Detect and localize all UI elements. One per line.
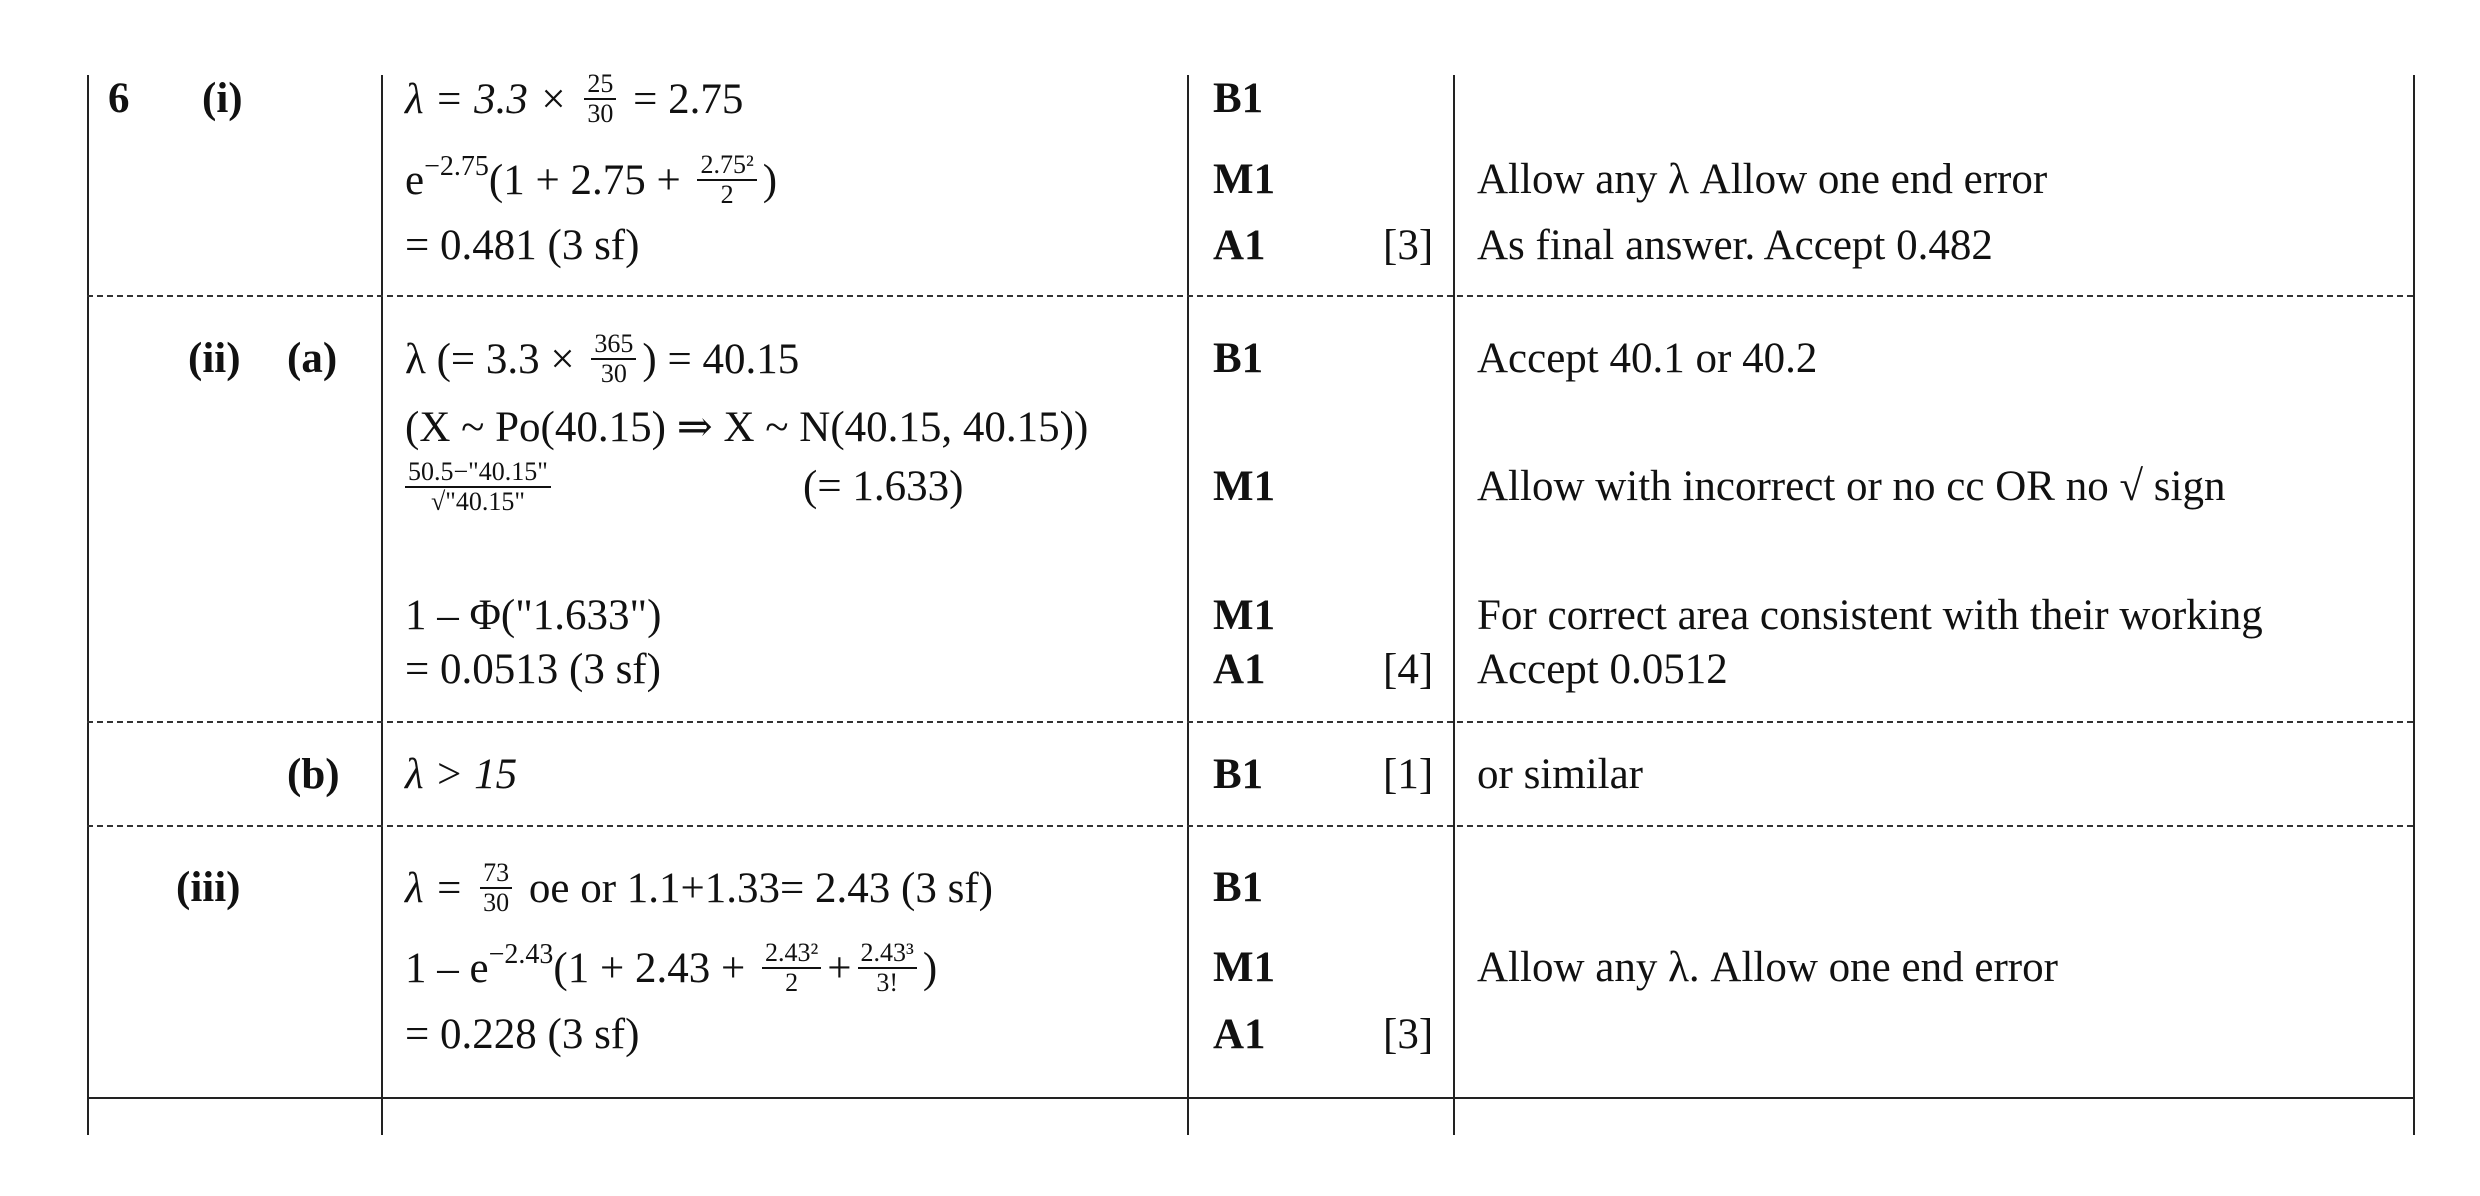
answer-line-iia-3 bbox=[405, 457, 557, 520]
row-divider bbox=[87, 721, 2413, 723]
answer-aside: (= 1.633) bbox=[803, 463, 964, 510]
mark-code: A1 bbox=[1213, 222, 1266, 269]
fraction: $\frac{50.5-"40.15"}{√"40.15"}$ bbox=[405, 458, 551, 516]
answer-line-i-3: = 0.481 (3 sf) bbox=[405, 222, 640, 269]
answer-line-i-2: $e^{-2.75}(1 + 2.75$ + $\frac{\text{2.75²}}{2}$ ) bbox=[405, 150, 778, 209]
mark-code: B1 bbox=[1213, 75, 1264, 122]
fraction: $\frac{365}{30}$ bbox=[591, 330, 636, 388]
mark-total: [3] bbox=[1383, 1011, 1434, 1058]
table-border-left bbox=[87, 75, 89, 1135]
guidance-text: For correct area consistent with their working bbox=[1477, 592, 2263, 639]
mark-code: B1 bbox=[1213, 751, 1264, 798]
mark-code: M1 bbox=[1213, 156, 1276, 203]
part-label-b: (b) bbox=[287, 751, 340, 798]
answer-line-iia-1: λ (= 3.3 × $\frac{365}{30}$ ) = 40.15 bbox=[405, 329, 800, 388]
column-divider-marks bbox=[1187, 75, 1189, 1135]
column-divider-answer bbox=[381, 75, 383, 1135]
guidance-text: or similar bbox=[1477, 751, 1643, 798]
mark-code: M1 bbox=[1213, 463, 1276, 510]
guidance-text: Allow any λ Allow one end error bbox=[1477, 156, 2048, 203]
mark-code: B1 bbox=[1213, 864, 1264, 911]
answer-line-iii-2: $1 - e^{-2.43}(1 + 2.43$ + $\frac{\text{2.43²}}{2}$ + $\frac{\text{2.43³}}{3!}$ ) bbox=[405, 938, 938, 997]
mark-total: [4] bbox=[1383, 646, 1434, 693]
answer-line-iii-1: λ = $\frac{73}{30}$ oe or 1.1+1.33= 2.43 (3 sf) bbox=[405, 858, 993, 917]
mark-total: [3] bbox=[1383, 222, 1434, 269]
part-label-iii: (iii) bbox=[176, 864, 241, 911]
table-border-right bbox=[2413, 75, 2415, 1135]
guidance-text: Accept 40.1 or 40.2 bbox=[1477, 335, 1818, 382]
row-divider bbox=[87, 295, 2413, 297]
guidance-text: As final answer. Accept 0.482 bbox=[1477, 222, 1993, 269]
answer-line-iii-3: = 0.228 (3 sf) bbox=[405, 1011, 640, 1058]
answer-line-iia-2: (X ~ Po(40.15) ⇒ X ~ N(40.15, 40.15)) bbox=[405, 404, 1089, 451]
fraction: $\frac{25}{30}$ bbox=[584, 70, 616, 128]
answer-line-iia-5: = 0.0513 (3 sf) bbox=[405, 646, 661, 693]
fraction: $\frac{\text{2.75²}}{2}$ bbox=[697, 151, 756, 209]
answer-line-i-1: λ = 3.3 × $\frac{25}{30}$ = 2.75 bbox=[405, 69, 744, 128]
column-divider-guidance bbox=[1453, 75, 1455, 1135]
fraction: $\frac{\text{2.43²}}{2}$ bbox=[762, 939, 821, 997]
mark-code: M1 bbox=[1213, 944, 1276, 991]
row-divider bbox=[87, 825, 2413, 827]
part-label-ii: (ii) bbox=[188, 335, 241, 382]
mark-code: B1 bbox=[1213, 335, 1264, 382]
row-divider bbox=[87, 1097, 2413, 1099]
mark-code: M1 bbox=[1213, 592, 1276, 639]
guidance-text: Allow with incorrect or no cc OR no √ sign bbox=[1477, 463, 2226, 510]
fraction: $\frac{73}{30}$ bbox=[480, 859, 512, 917]
mark-code: A1 bbox=[1213, 646, 1266, 693]
guidance-text: Accept 0.0512 bbox=[1477, 646, 1728, 693]
question-number: 6 bbox=[108, 75, 130, 122]
part-label-i: (i) bbox=[202, 75, 243, 122]
mark-total: [1] bbox=[1383, 751, 1434, 798]
answer-line-iia-4: 1 – Φ("1.633") bbox=[405, 592, 662, 639]
answer-line-iib-1: λ > 15 bbox=[405, 751, 518, 798]
mark-code: A1 bbox=[1213, 1011, 1266, 1058]
part-label-a: (a) bbox=[287, 335, 338, 382]
fraction: $\frac{\text{2.43³}}{3!}$ bbox=[858, 939, 917, 997]
guidance-text: Allow any λ. Allow one end error bbox=[1477, 944, 2058, 991]
